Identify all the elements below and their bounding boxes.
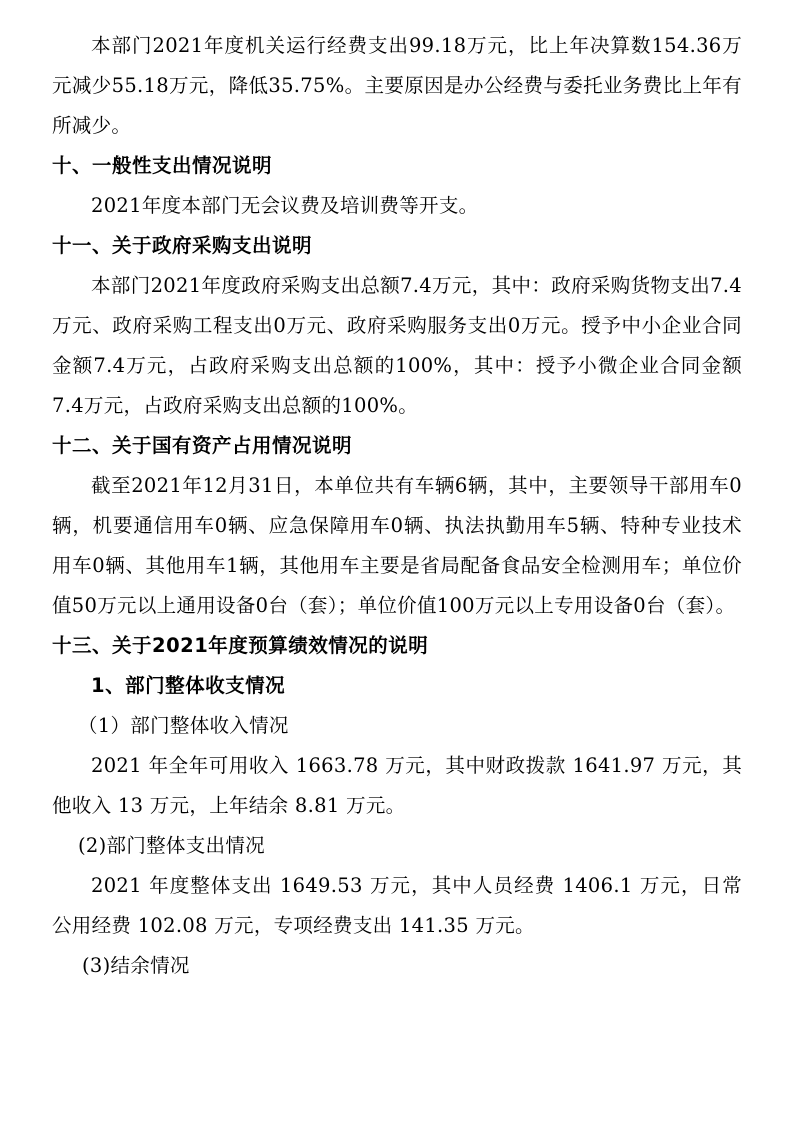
paragraph-state-assets: 截至2021年12月31日，本单位共有车辆6辆，其中，主要领导干部用车0辆，机要通信用车0辆、应急保障用车0辆、执法执勤用车5辆、特种专业技术用车0辆、其他用车1辆，其他用车主要是省局配备食品安全检测用车；单位价值50万元以上通用设备0台（套）；单位价值100万元以上专用设备0台（套）。 — [52, 474, 742, 617]
heading-overall-income-expense: 1、部门整体收支情况 — [91, 674, 286, 697]
paragraph-procurement: 本部门2021年度政府采购支出总额7.4万元，其中：政府采购货物支出7.4万元、政府采购工程支出0万元、政府采购服务支出0万元。授予中小企业合同金额7.4万元，占政府采购支出总额的100%，其中：授予小微企业合同金额7.4万元，占政府采购支出总额的100%。 — [52, 274, 742, 417]
heading-budget-performance: 十三、关于2021年度预算绩效情况的说明 — [52, 634, 429, 657]
heading-procurement: 十一、关于政府采购支出说明 — [52, 234, 313, 257]
heading-general-expense: 十、一般性支出情况说明 — [52, 154, 273, 177]
subheading-income: （1）部门整体收入情况 — [78, 714, 289, 737]
paragraph-income: 2021 年全年可用收入 1663.78 万元，其中财政拨款 1641.97 万元，其他收入 13 万元，上年结余 8.81 万元。 — [52, 754, 742, 817]
heading-state-assets: 十二、关于国有资产占用情况说明 — [52, 434, 353, 457]
paragraph-expenditure: 2021 年度整体支出 1649.53 万元，其中人员经费 1406.1 万元，日常公用经费 102.08 万元，专项经费支出 141.35 万元。 — [52, 874, 742, 937]
paragraph-general-expense: 2021年度本部门无会议费及培训费等开支。 — [91, 194, 479, 217]
document-page — [52, 26, 742, 986]
subheading-expenditure: (2)部门整体支出情况 — [78, 834, 265, 857]
subheading-balance: (3)结余情况 — [82, 954, 190, 977]
paragraph-admin-cost: 本部门2021年度机关运行经费支出99.18万元，比上年决算数154.36万元减少55.18万元，降低35.75%。主要原因是办公经费与委托业务费比上年有所减少。 — [52, 34, 742, 137]
